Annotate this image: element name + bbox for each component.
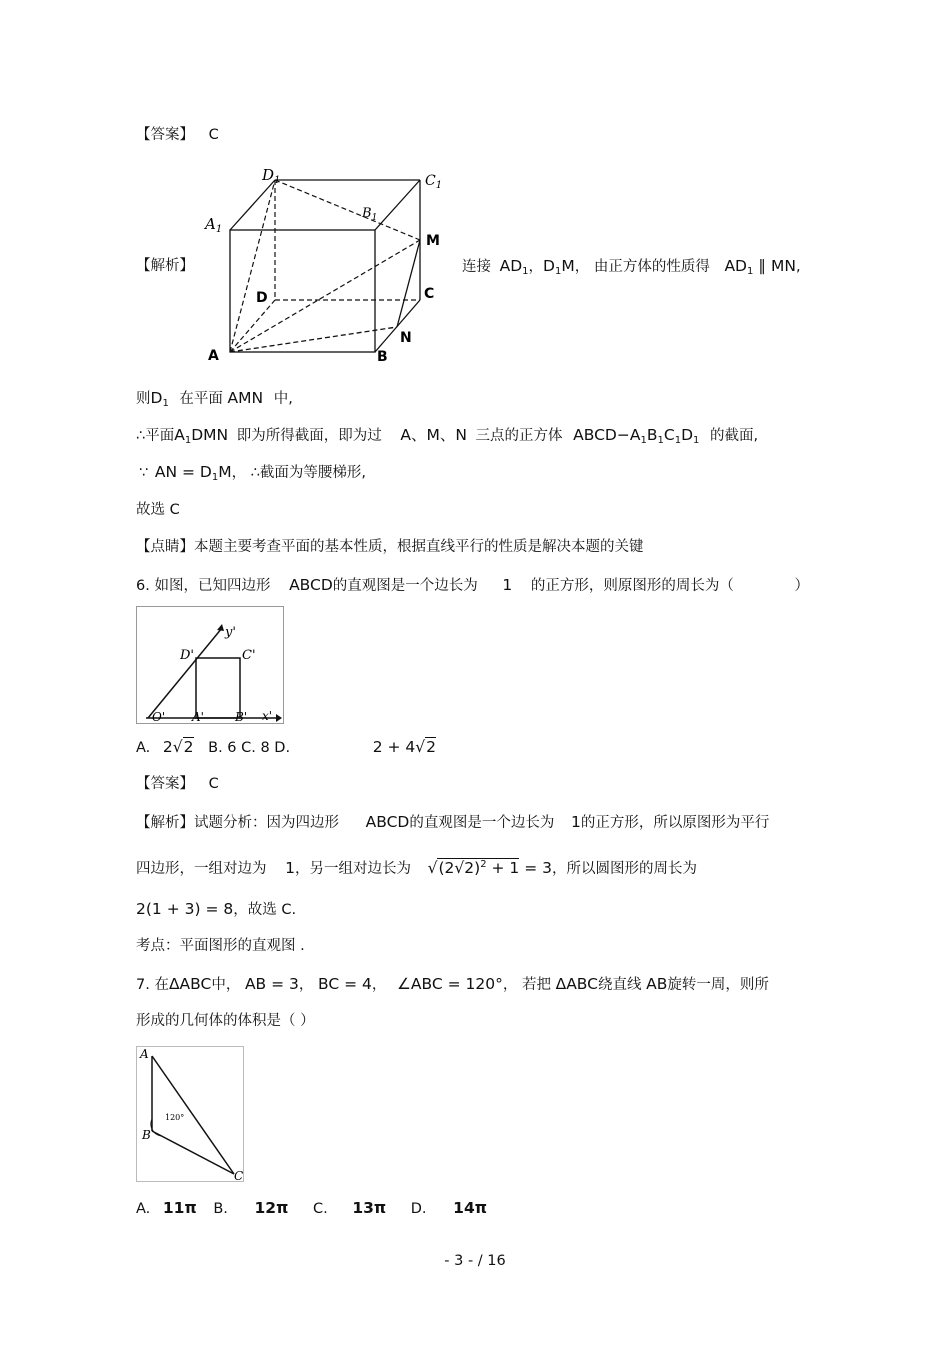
q7-stem-2: 形成的几何体的体积是（ ）	[136, 1013, 315, 1029]
svg-text:D': D'	[180, 648, 194, 663]
angle-label: 120°	[165, 1113, 185, 1122]
svg-text:B1: $B_1$	[362, 206, 378, 223]
svg-text:D: D	[256, 290, 268, 306]
svg-text:M: M	[426, 233, 440, 249]
q6-answer: 【答案】 C	[136, 776, 219, 792]
svg-text:C': C'	[242, 648, 256, 663]
svg-text:O': O'	[152, 710, 166, 724]
q7-options: A. 11π B. 12π C. 13π D. 14π	[136, 1199, 487, 1217]
svg-text:x': x'	[262, 709, 273, 723]
analysis-label: 【解析】	[136, 258, 194, 274]
analysis-line-2: 则$D_1$ 在平面 AMN 中,	[136, 389, 293, 409]
svg-text:B': B'	[235, 710, 248, 724]
svg-text:y': y'	[225, 625, 236, 640]
q6-analysis-1: 【解析】试题分析：因为四边形 ABCD的直观图是一个边长为 1的正方形，所以原图形为平行	[136, 813, 770, 831]
q7-stem-1: 7. 在ΔABC中， AB = 3， BC = 4， ∠ABC = 120°， 若把 ΔABC绕直线 AB旋转一周，则所	[136, 975, 769, 993]
q6-options: A. 2√2 B. 6 C. 8 D. 2 + 4√2	[136, 738, 437, 756]
svg-text:B: B	[377, 349, 388, 365]
intuitive-square-figure	[136, 606, 284, 724]
analysis-label-line	[136, 256, 194, 276]
q6-kaodian: 考点：平面图形的直观图 .	[136, 938, 305, 954]
analysis-line-3: ∴平面$A_1DMN$ 即为所得截面，即为过 A、M、N 三点的正方体 $ABCD-A_1B_1C_1D_1$ 的截面,	[136, 426, 759, 446]
svg-text:N: N	[400, 330, 412, 346]
svg-text:A': A'	[192, 710, 204, 724]
q6-analysis-2: 四边形，一组对边为 1，另一组对边长为 $√(2√2)^2 + 1 = 3$，所以圆图形的周长为	[136, 859, 697, 878]
svg-text:B: B	[142, 1128, 151, 1142]
svg-text:C: C	[234, 1169, 244, 1183]
cube-figure	[200, 165, 460, 370]
comment-line: 【点睛】本题主要考查平面的基本性质，根据直线平行的性质是解决本题的关键	[136, 539, 644, 555]
answer-label: 【答案】	[136, 127, 194, 143]
svg-text:C1: $C_1$	[425, 173, 443, 191]
svg-text:A: A	[208, 348, 219, 364]
svg-text:A1: $A_1$	[205, 215, 223, 235]
triangle-figure	[136, 1046, 244, 1182]
page-number: - 3 - / 16	[444, 1253, 506, 1269]
answer-line	[136, 125, 219, 145]
svg-text:A: A	[140, 1047, 149, 1061]
analysis-line-5: 故选 C	[136, 502, 180, 518]
q6-analysis-3: 2(1 + 3) = 8，故选 C.	[136, 900, 297, 918]
analysis-line-4: ∵ AN = $D_1M$， ∴截面为等腰梯形,	[139, 463, 367, 483]
svg-text:C: C	[424, 286, 435, 302]
svg-text:D1: $D_1$	[262, 166, 281, 186]
answer-value: C	[208, 127, 219, 143]
analysis-line-1: 连接 $AD_1$，$D_1M$， 由正方体的性质得 $AD_1$ ∥ MN,	[462, 257, 801, 277]
q6-stem: 6. 如图，已知四边形 ABCD的直观图是一个边长为 1 的正方形，则原图形的周长为（ ）	[136, 576, 809, 594]
